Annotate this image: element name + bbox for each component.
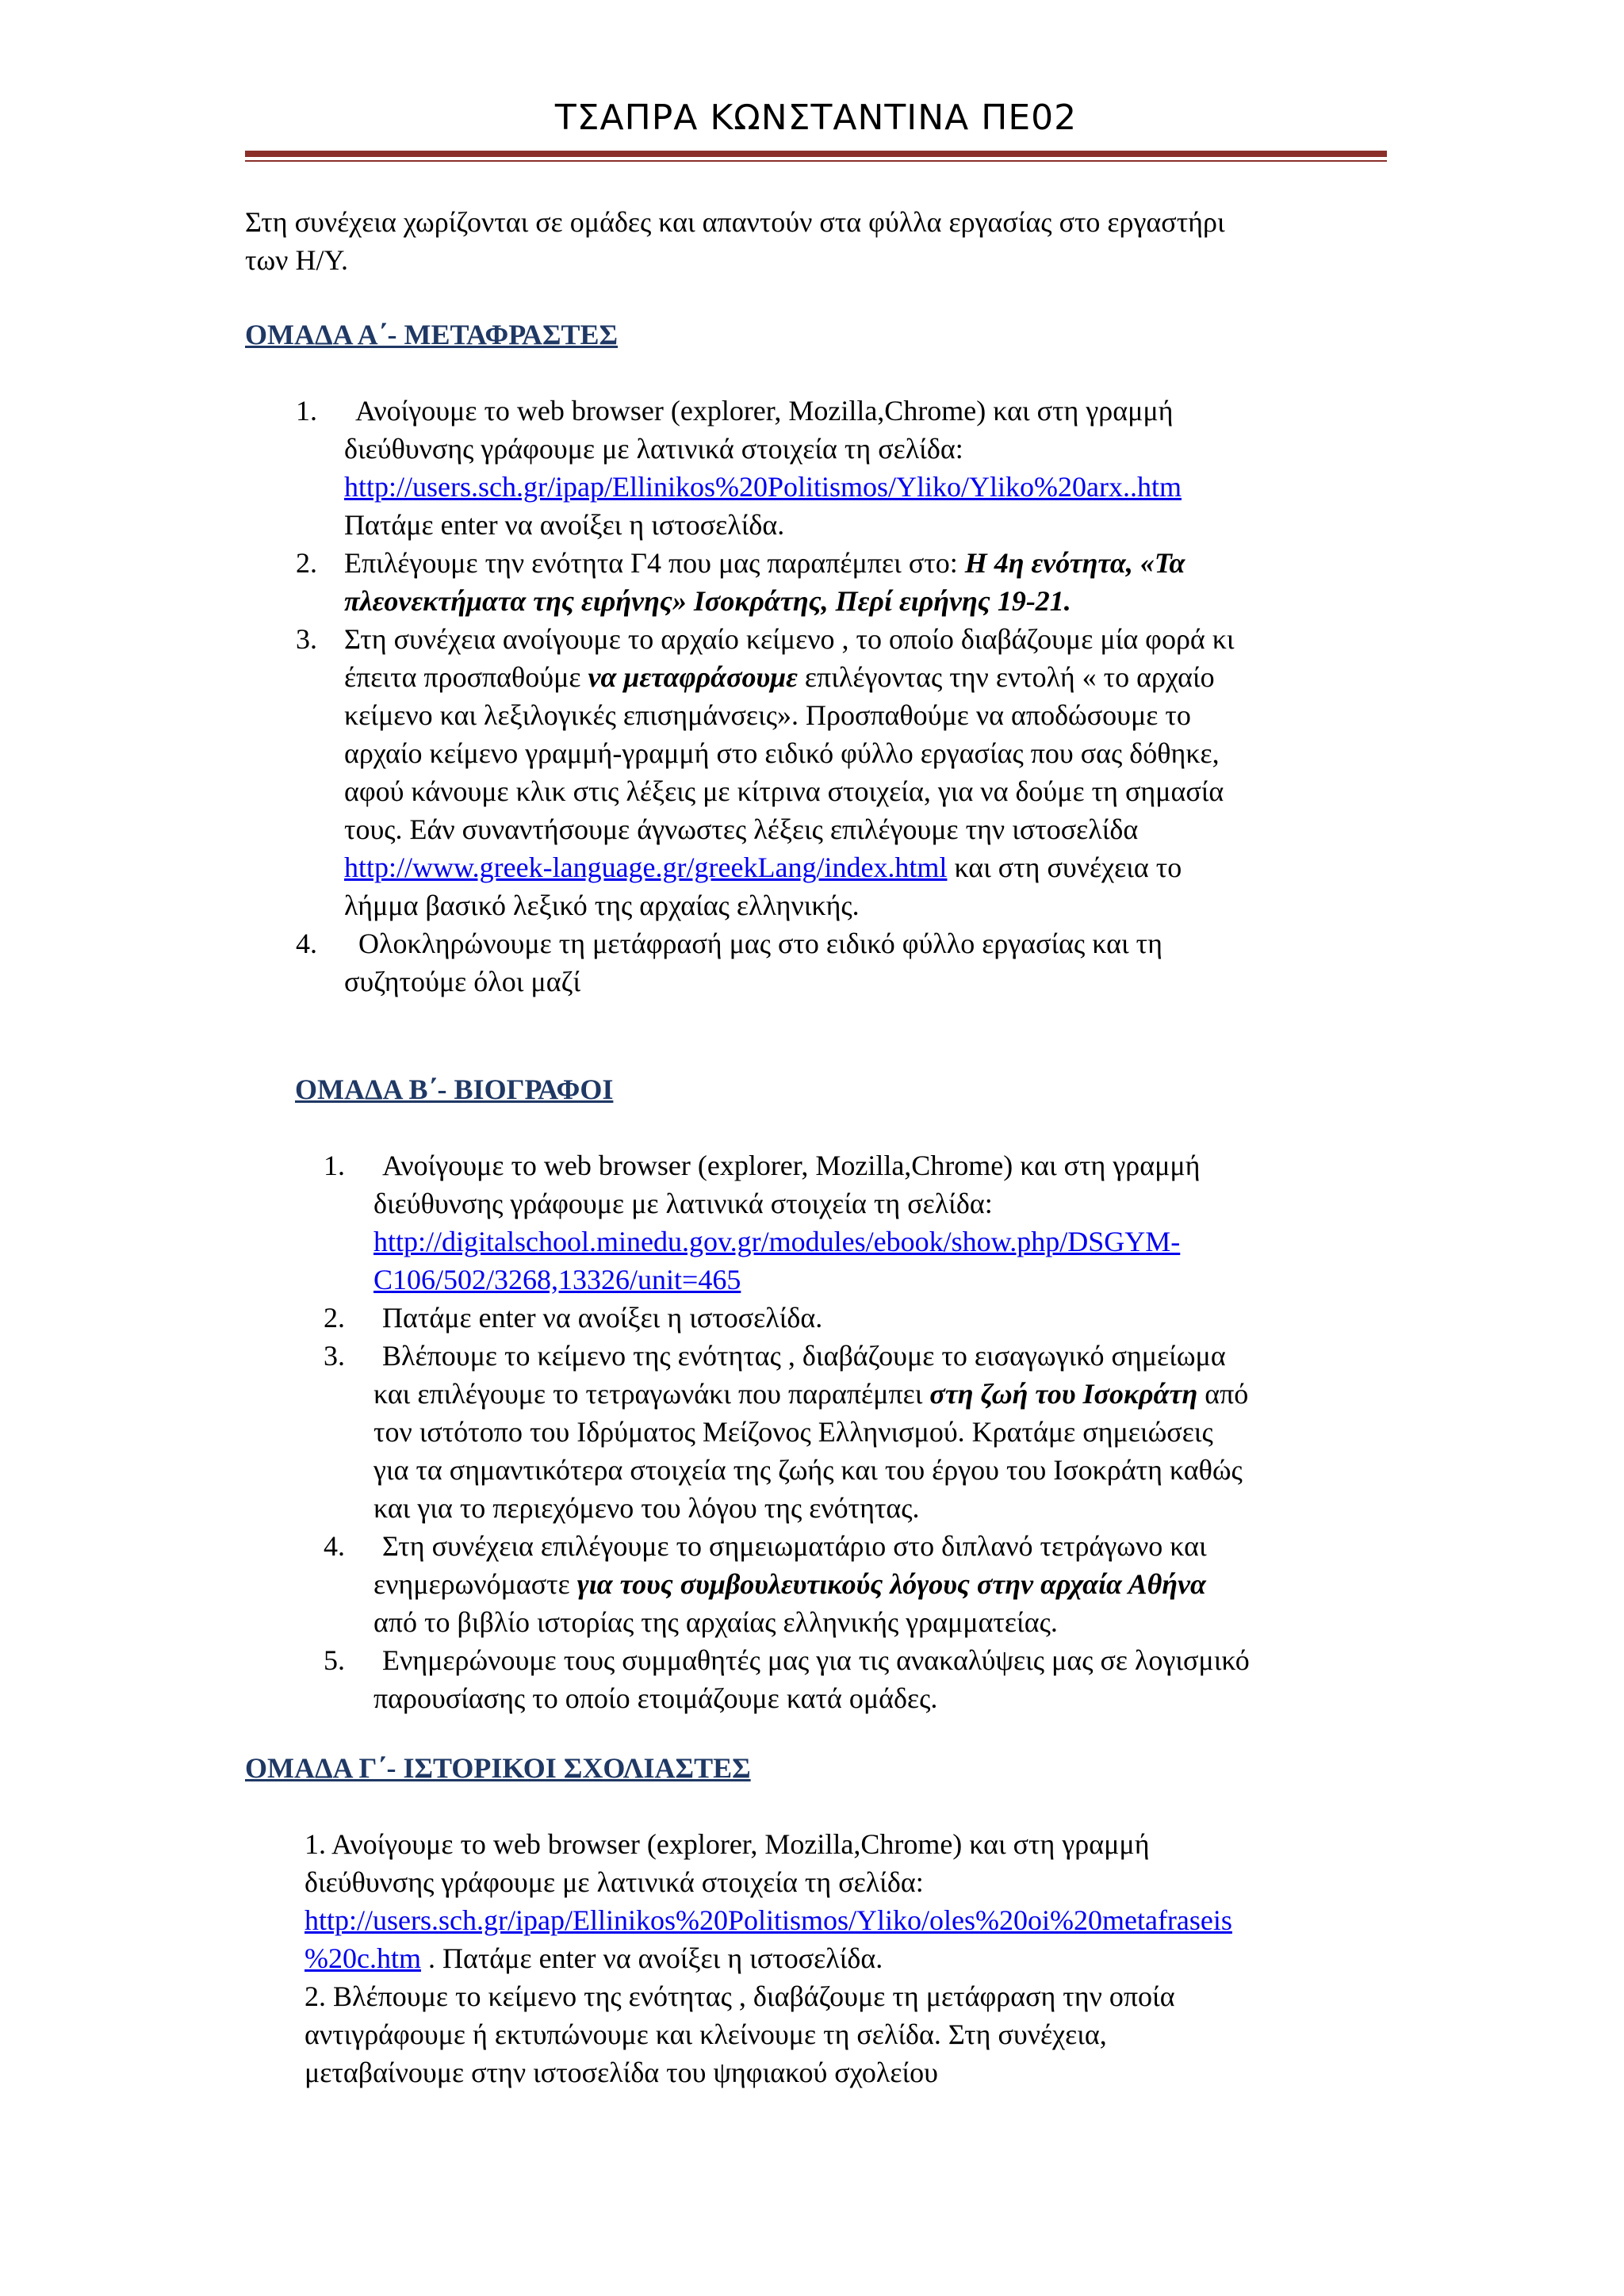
group-b-item-4-bold-text: για τους συμβουλευτικούς λόγους στην αρχαία Αθήνα	[576, 1568, 1206, 1600]
group-a-item-2-line-1	[344, 544, 1185, 582]
group-b-item-3-line-5: και για το περιεχόμενο του λόγου της ενότητας.	[373, 1492, 920, 1524]
group-a-item-3-line-8: λήμμα βασικό λεξικό της αρχαίας ελληνικής.	[344, 890, 860, 921]
header-divider-thin	[245, 160, 1387, 162]
group-a-item-3-line-3: κείμενο και λεξιλογικές επισημάνσεις». Προσπαθούμε να αποδώσουμε το	[344, 699, 1191, 731]
group-a-item-3-bold-text: να μεταφράσουμε	[588, 661, 798, 693]
group-c-item-1-line-2: διεύθυνσης γράφουμε με λατινικά στοιχεία τη σελίδα:	[304, 1866, 924, 1898]
group-b-item-1-line-4	[373, 1261, 741, 1299]
group-c-item-1-line-3	[304, 1901, 1232, 1939]
group-b-item-1-link[interactable]: http://digitalschool.minedu.gov.gr/modules/ebook/show.php/DSGYM-	[373, 1226, 1181, 1257]
group-a-item-1-line-3	[344, 468, 1182, 506]
group-a-item-3-line-2	[344, 658, 1215, 696]
group-b-item-1-line-2: διεύθυνσης γράφουμε με λατινικά στοιχεία τη σελίδα:	[373, 1188, 993, 1219]
group-a-item-1-line-2: διεύθυνσης γράφουμε με λατινικά στοιχεία τη σελίδα:	[344, 433, 963, 465]
group-a-item-1-line-1: Ανοίγουμε το web browser (explorer, Mozilla,Chrome) και στη γραμμή	[355, 395, 1174, 427]
group-b-item-5-line-2: παρουσίασης το οποίο ετοιμάζουμε κατά ομάδες.	[373, 1682, 938, 1714]
group-c-item-1-link-cont[interactable]: %20c.htm	[304, 1942, 421, 1974]
group-b-item-3-line-1: Βλέπουμε το κείμενο της ενότητας , διαβάζουμε το εισαγωγικό σημείωμα	[382, 1340, 1226, 1372]
group-c-item-2-line-1: 2. Βλέπουμε το κείμενο της ενότητας , διαβάζουμε τη μετάφραση την οποία	[304, 1980, 1175, 2012]
group-a-item-2-text: Επιλέγουμε την ενότητα Γ4 που μας παραπέμπει στο:	[344, 547, 965, 579]
group-a-item-2-line-2: πλεονεκτήματα της ειρήνης» Ισοκράτης, Περί ειρήνης 19-21.	[344, 585, 1071, 617]
page-header-title: ΤΣΑΠΡΑ ΚΩΝΣΤΑΝΤΙΝΑ ΠΕ02	[554, 98, 1078, 138]
group-a-item-3-text-b: επιλέγοντας την εντολή « το αρχαίο	[797, 661, 1215, 693]
group-c-item-1-link[interactable]: http://users.sch.gr/ipap/Ellinikos%20Politismos/Yliko/oles%20oi%20metafraseis	[304, 1904, 1232, 1936]
group-b-item-3-line-2	[373, 1375, 1248, 1413]
group-b-item-3-line-3: τον ιστότοπο του Ιδρύματος Μείζονος Ελληνισμού. Κρατάμε σημειώσεις	[373, 1416, 1213, 1448]
intro-line-2: των Η/Υ.	[245, 244, 348, 276]
group-a-item-4-line-2: συζητούμε όλοι μαζί	[344, 966, 581, 997]
group-a-item-1-number: 1.	[296, 395, 317, 427]
group-a-item-1-link[interactable]: http://users.sch.gr/ipap/Ellinikos%20Politismos/Yliko/Yliko%20arx..htm	[344, 471, 1182, 503]
group-c-heading: ΟΜΑΔΑ Γ΄- ΙΣΤΟΡΙΚΟΙ ΣΧΟΛΙΑΣΤΕΣ	[245, 1752, 751, 1784]
group-b-item-3-text-b: από	[1197, 1378, 1249, 1410]
group-a-item-3-number: 3.	[296, 623, 317, 655]
group-b-item-5-number: 5.	[324, 1644, 345, 1676]
group-c-item-1-link-after: . Πατάμε enter να ανοίξει η ιστοσελίδα.	[420, 1942, 883, 1974]
group-a-item-2-number: 2.	[296, 547, 317, 579]
group-b-item-3-line-4: για τα σημαντικότερα στοιχεία της ζωής και του έργου του Ισοκράτη καθώς	[373, 1454, 1243, 1486]
group-a-item-3-link-after: και στη συνέχεια το	[947, 851, 1182, 883]
group-c-item-1-line-1: 1. Ανοίγουμε το web browser (explorer, Mozilla,Chrome) και στη γραμμή	[304, 1828, 1150, 1860]
intro-line-1: Στη συνέχεια χωρίζονται σε ομάδες και απαντούν στα φύλλα εργασίας στο εργαστήρι	[245, 206, 1225, 238]
group-a-item-4-line-1: Ολοκληρώνουμε τη μετάφρασή μας στο ειδικό φύλλο εργασίας και τη	[358, 928, 1162, 959]
group-a-item-3-line-4: αρχαίο κείμενο γραμμή-γραμμή στο ειδικό φύλλο εργασίας που σας δόθηκε,	[344, 737, 1220, 769]
group-b-item-1-line-3	[373, 1223, 1180, 1261]
group-a-item-3-line-1: Στη συνέχεια ανοίγουμε το αρχαίο κείμενο , το οποίο διαβάζουμε μία φορά κι	[344, 623, 1235, 655]
group-a-heading: ΟΜΑΔΑ Α΄- ΜΕΤΑΦΡΑΣΤΕΣ	[245, 319, 619, 350]
group-b-item-4-number: 4.	[324, 1530, 345, 1562]
group-b-item-5-line-1: Ενημερώνουμε τους συμμαθητές μας για τις ανακαλύψεις μας σε λογισμικό	[382, 1644, 1250, 1676]
group-b-item-1-line-1: Ανοίγουμε το web browser (explorer, Mozilla,Chrome) και στη γραμμή	[382, 1150, 1201, 1181]
group-a-item-3-line-7	[344, 848, 1182, 886]
group-c-item-1-line-4	[304, 1939, 883, 1977]
group-b-item-4-text-a: ενημερωνόμαστε	[373, 1568, 577, 1600]
group-b-heading: ΟΜΑΔΑ Β΄- ΒΙΟΓΡΑΦΟΙ	[295, 1073, 614, 1105]
group-b-item-3-bold-text: στη ζωή του Ισοκράτη	[929, 1378, 1198, 1410]
group-c-item-2-line-3: μεταβαίνουμε στην ιστοσελίδα του ψηφιακού σχολείου	[304, 2057, 938, 2088]
group-b-item-4-line-2	[373, 1565, 1206, 1603]
group-b-item-3-number: 3.	[324, 1340, 345, 1372]
group-b-item-4-line-1: Στη συνέχεια επιλέγουμε το σημειωματάριο στο διπλανό τετράγωνο και	[382, 1530, 1207, 1562]
header-divider-thick	[245, 151, 1387, 157]
group-a-item-3-link[interactable]: http://www.greek-language.gr/greekLang/index.html	[344, 851, 948, 883]
group-a-item-3-text-a: έπειτα προσπαθούμε	[344, 661, 588, 693]
group-b-item-3-text-a: και επιλέγουμε το τετραγωνάκι που παραπέμπει	[373, 1378, 930, 1410]
group-a-item-3-line-6: τους. Εάν συναντήσουμε άγνωστες λέξεις επιλέγουμε την ιστοσελίδα	[344, 813, 1139, 845]
group-b-item-4-line-3: από το βιβλίο ιστορίας της αρχαίας ελληνικής γραμματείας.	[373, 1606, 1058, 1638]
group-a-item-1-line-4: Πατάμε enter να ανοίξει η ιστοσελίδα.	[344, 509, 785, 541]
group-a-item-3-line-5: αφού κάνουμε κλικ στις λέξεις με κίτρινα στοιχεία, για να δούμε τη σημασία	[344, 775, 1224, 807]
group-a-item-2-bold-text: Η 4η ενότητα, «Τα	[964, 547, 1185, 579]
group-b-item-2-number: 2.	[324, 1302, 345, 1334]
group-b-item-1-link-cont[interactable]: C106/502/3268,13326/unit=465	[373, 1264, 741, 1295]
group-c-item-2-line-2: αντιγράφουμε ή εκτυπώνουμε και κλείνουμε τη σελίδα. Στη συνέχεια,	[304, 2019, 1107, 2050]
group-b-item-1-number: 1.	[324, 1150, 345, 1181]
group-b-item-2-line-1: Πατάμε enter να ανοίξει η ιστοσελίδα.	[382, 1302, 823, 1334]
group-a-item-4-number: 4.	[296, 928, 317, 959]
